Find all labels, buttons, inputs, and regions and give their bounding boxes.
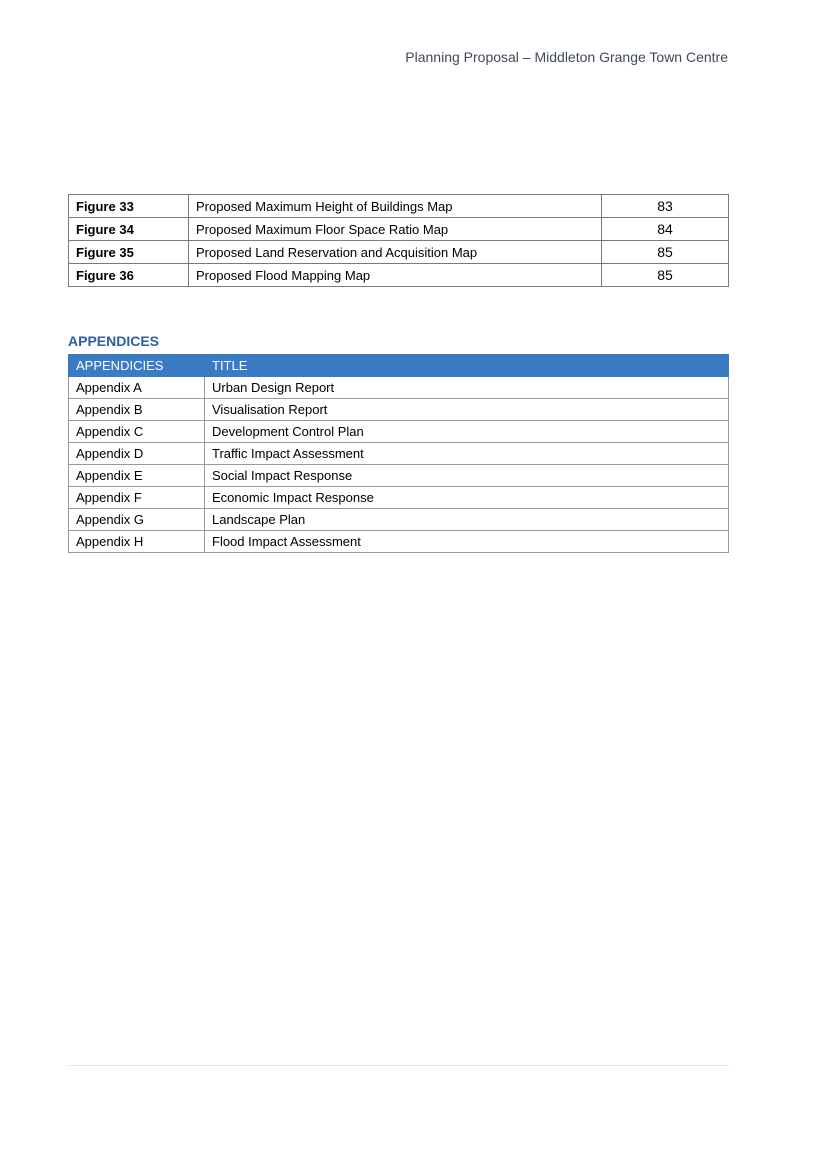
figure-number: Figure 34 [69, 218, 189, 241]
appendix-id: Appendix F [69, 487, 205, 509]
figure-page: 85 [602, 241, 729, 264]
appendix-id: Appendix H [69, 531, 205, 553]
figure-title: Proposed Maximum Floor Space Ratio Map [189, 218, 602, 241]
table-row [69, 264, 729, 287]
appendix-id: Appendix D [69, 443, 205, 465]
table-row [69, 421, 729, 443]
figure-title: Proposed Land Reservation and Acquisition Map [189, 241, 602, 264]
appendix-title: Urban Design Report [205, 377, 729, 399]
figure-number: Figure 36 [69, 264, 189, 287]
appendix-title: Traffic Impact Assessment [205, 443, 729, 465]
appendix-id: Appendix B [69, 399, 205, 421]
appendix-title: Development Control Plan [205, 421, 729, 443]
footer-divider [68, 1065, 729, 1066]
appendix-id: Appendix C [69, 421, 205, 443]
table-row [69, 377, 729, 399]
appendices-heading: APPENDICES [68, 333, 160, 349]
figure-number: Figure 35 [69, 241, 189, 264]
figure-title: Proposed Flood Mapping Map [189, 264, 602, 287]
figure-title: Proposed Maximum Height of Buildings Map [189, 195, 602, 218]
appendix-title: Visualisation Report [205, 399, 729, 421]
figure-page: 84 [602, 218, 729, 241]
figure-number: Figure 33 [69, 195, 189, 218]
table-row [69, 218, 729, 241]
appendix-id: Appendix A [69, 377, 205, 399]
appendix-title: Social Impact Response [205, 465, 729, 487]
table-row [69, 465, 729, 487]
column-header-appendicies: APPENDICIES [69, 355, 205, 377]
appendices-table [68, 354, 729, 553]
column-header-title: TITLE [205, 355, 729, 377]
appendix-id: Appendix E [69, 465, 205, 487]
appendix-title: Landscape Plan [205, 509, 729, 531]
figures-table [68, 194, 729, 287]
appendix-title: Economic Impact Response [205, 487, 729, 509]
appendix-id: Appendix G [69, 509, 205, 531]
table-row [69, 241, 729, 264]
table-row [69, 509, 729, 531]
table-header-row [69, 355, 729, 377]
figure-page: 85 [602, 264, 729, 287]
table-row [69, 443, 729, 465]
figure-page: 83 [602, 195, 729, 218]
table-row [69, 399, 729, 421]
appendix-title: Flood Impact Assessment [205, 531, 729, 553]
table-row [69, 487, 729, 509]
page-header-title: Planning Proposal – Middleton Grange Town Centre [405, 49, 728, 65]
table-row [69, 195, 729, 218]
table-row [69, 531, 729, 553]
